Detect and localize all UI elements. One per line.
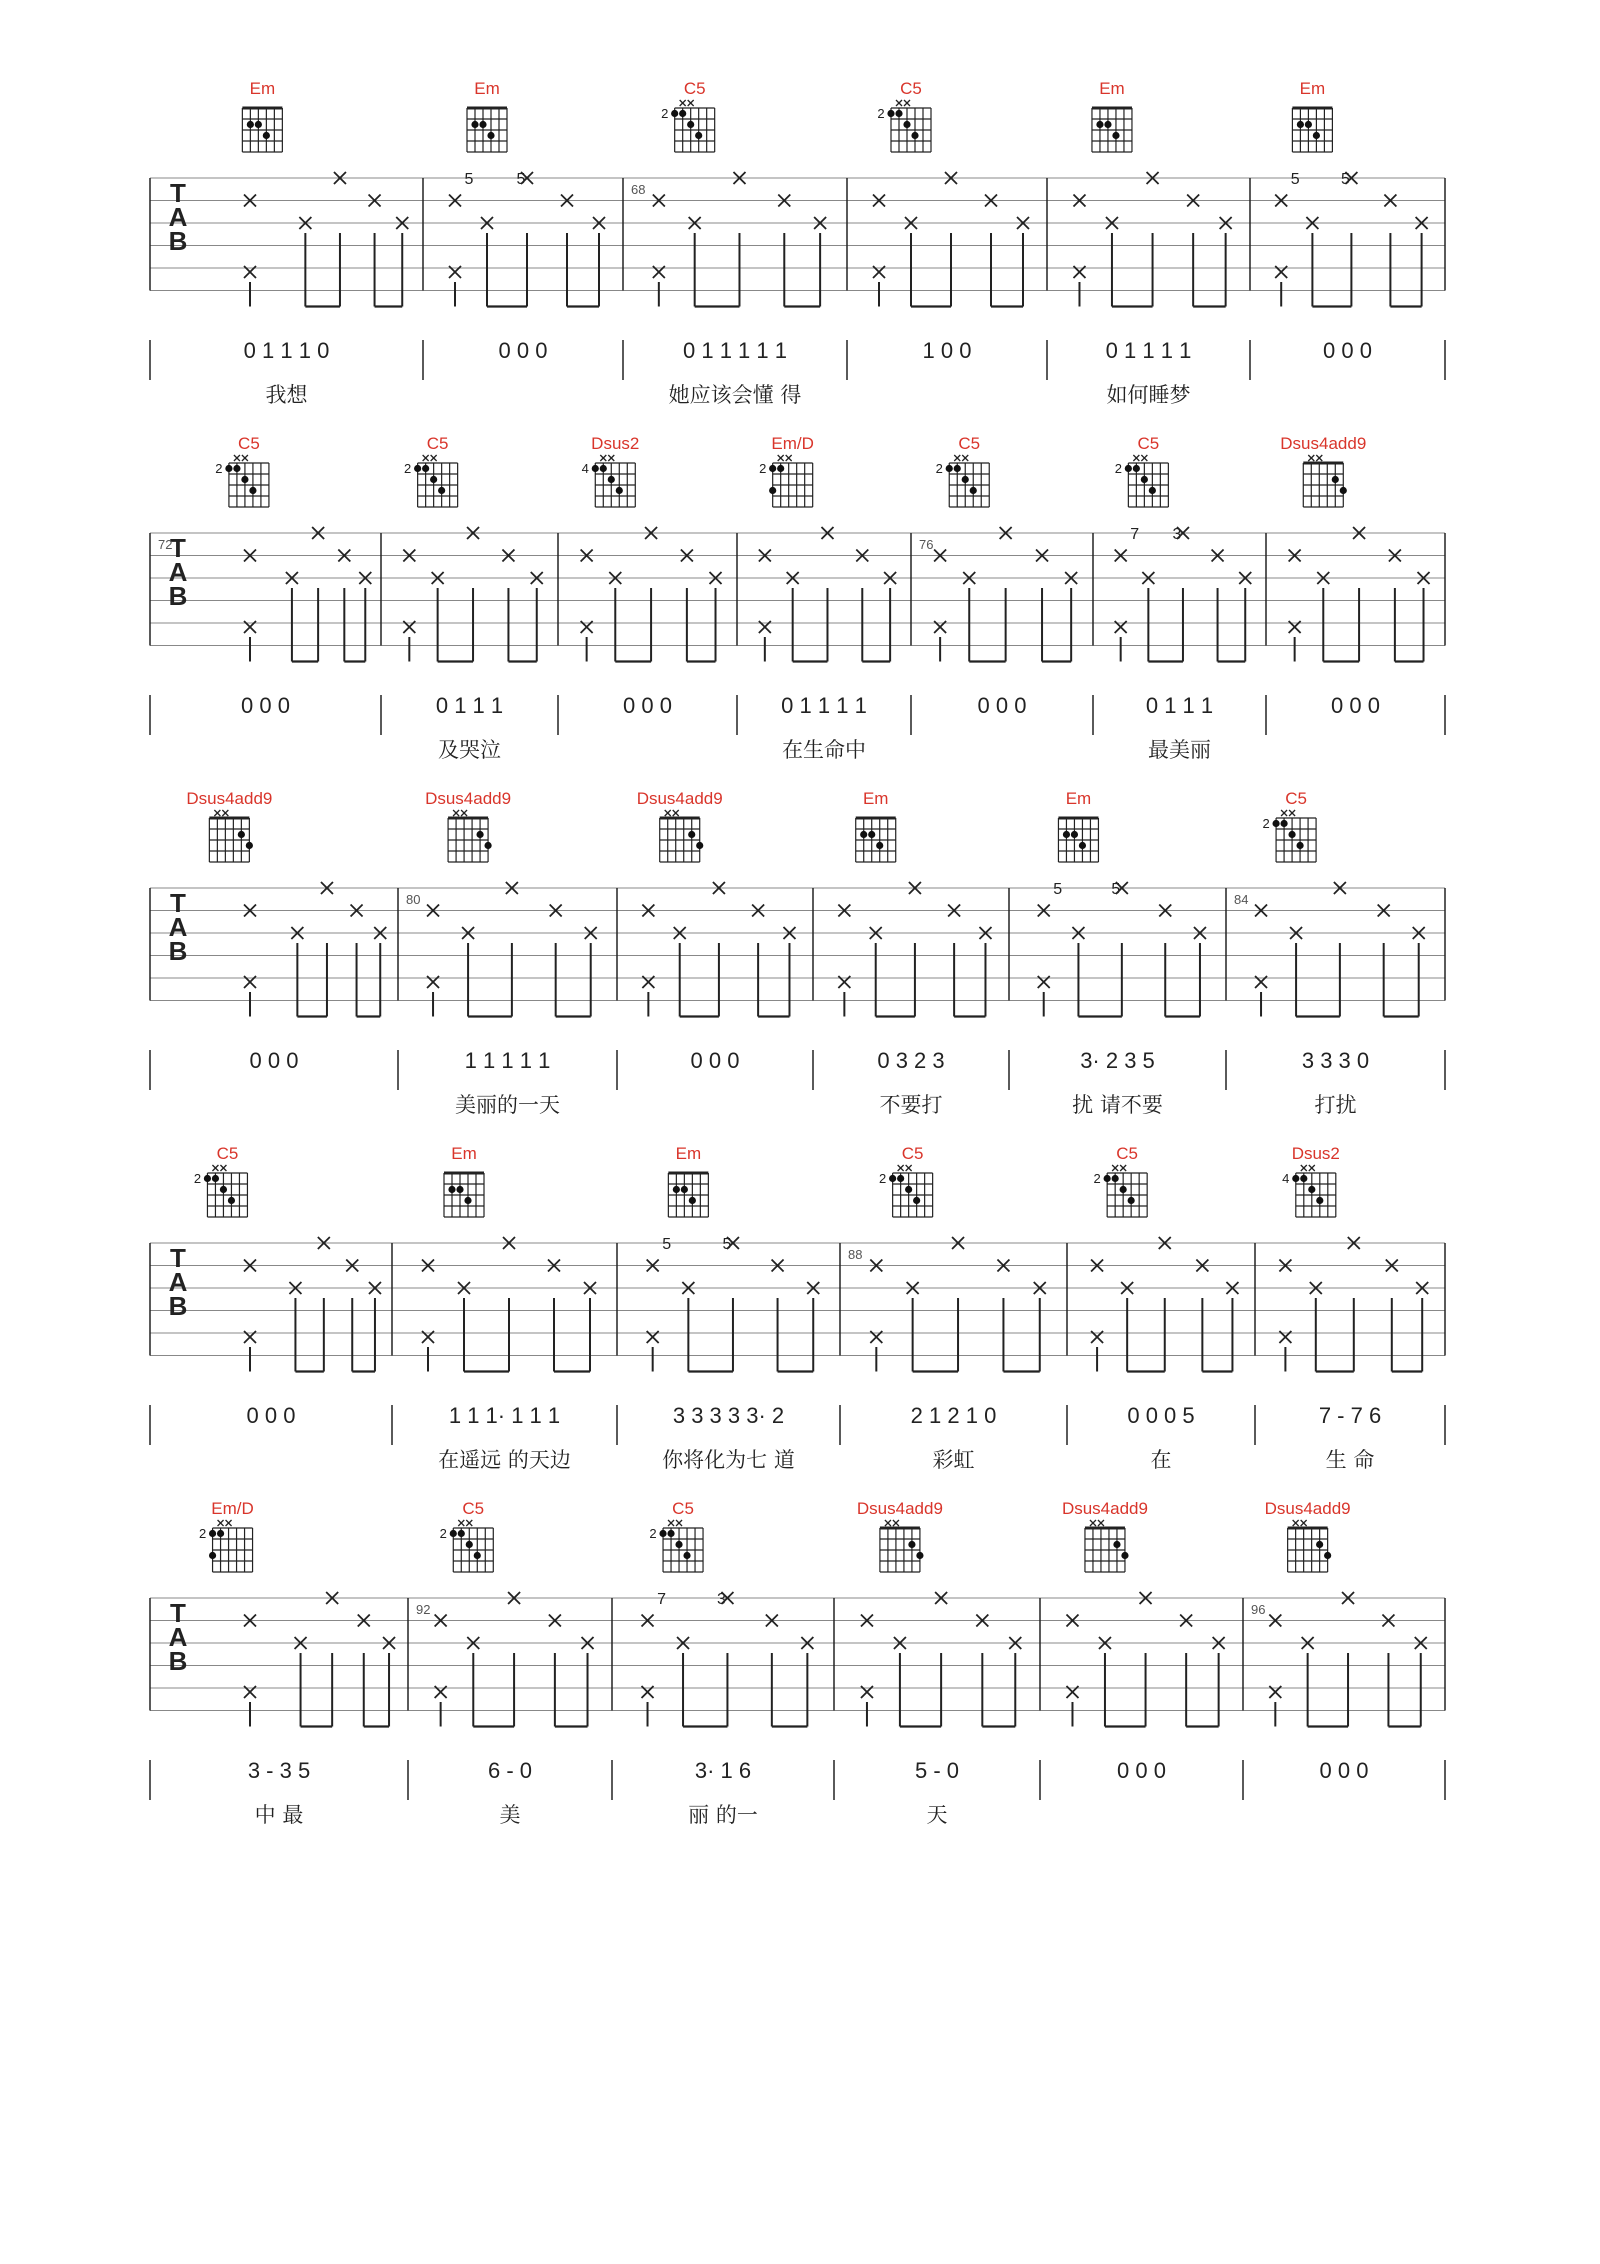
finger-dot — [1340, 487, 1347, 494]
tab-fret-number: 3 — [716, 1591, 726, 1608]
finger-dot — [466, 1541, 473, 1548]
measure — [1234, 789, 1425, 1117]
finger-dot — [689, 1197, 696, 1204]
chord-name: C5 — [672, 1499, 694, 1518]
finger-dot — [1280, 820, 1287, 827]
fret-position-label: 2 — [1093, 1171, 1101, 1186]
chord-diagram — [936, 434, 990, 507]
chord-name: Em — [249, 79, 276, 98]
lyric-text: 在 — [1150, 1448, 1172, 1472]
finger-dot — [913, 1197, 920, 1204]
tab-fret-number: 5 — [662, 1236, 672, 1253]
chord-diagram — [759, 434, 814, 507]
finger-dot — [1316, 1197, 1323, 1204]
finger-dot — [673, 1186, 680, 1193]
measure — [631, 79, 826, 407]
jianpu-notes: 0 0 0 — [246, 1403, 296, 1428]
finger-dot — [769, 465, 776, 472]
finger-dot — [897, 1175, 904, 1182]
jianpu-notes: 0 1 1 1 1 — [781, 693, 867, 718]
measure — [581, 434, 722, 718]
finger-dot — [695, 132, 702, 139]
jianpu-notes: 1 1 1 1 1 — [464, 1048, 551, 1073]
jianpu-notes: 0 0 0 — [1319, 1758, 1369, 1783]
chord-name: C5 — [901, 1144, 924, 1163]
tab-system — [150, 789, 1445, 1117]
jianpu-notes: 1 1 1· 1 1 1 — [448, 1403, 561, 1428]
finger-dot — [487, 132, 494, 139]
finger-dot — [1079, 842, 1086, 849]
tab-fret-number: 5 — [1053, 881, 1063, 898]
finger-dot — [217, 1530, 224, 1537]
tab-system — [150, 79, 1445, 407]
finger-dot — [1128, 1197, 1135, 1204]
measure — [1115, 434, 1252, 762]
finger-dot — [1120, 1186, 1127, 1193]
lyric-text: 扰 请不要 — [1072, 1093, 1163, 1117]
tab-system — [150, 1499, 1445, 1827]
finger-dot — [430, 476, 437, 483]
chord-name: C5 — [683, 79, 706, 98]
finger-dot — [448, 1186, 455, 1193]
chord-diagram — [242, 79, 282, 152]
finger-dot — [895, 110, 902, 117]
jianpu-notes: 1 0 0 — [922, 338, 972, 363]
finger-dot — [1288, 831, 1295, 838]
fret-position-label: 2 — [1114, 461, 1122, 476]
jianpu-notes: 0 1 1 1 — [435, 693, 504, 718]
fret-position-label: 2 — [649, 1526, 657, 1541]
lyric-text: 生 命 — [1325, 1448, 1375, 1472]
finger-dot — [1313, 132, 1320, 139]
jianpu-notes: 0 0 0 — [1331, 693, 1380, 718]
jianpu-notes: 0 1 1 1 1 — [1105, 338, 1192, 363]
jianpu-notes: 0 0 0 — [241, 693, 290, 718]
finger-dot — [616, 487, 623, 494]
chord-diagram — [1292, 79, 1332, 152]
lyric-text: 不要打 — [879, 1093, 943, 1117]
finger-dot — [1149, 487, 1156, 494]
jianpu-notes: 0 0 0 — [623, 693, 672, 718]
finger-dot — [954, 465, 961, 472]
chord-name: Em — [1299, 79, 1326, 98]
measure — [186, 789, 386, 1073]
chord-name: C5 — [1285, 789, 1307, 808]
measure-number: 92 — [416, 1602, 431, 1617]
measure-number: 76 — [919, 537, 934, 552]
measure — [919, 434, 1077, 718]
chord-diagram — [649, 1499, 703, 1572]
chord-name: Em — [474, 79, 500, 98]
chord-diagram — [856, 789, 896, 862]
finger-dot — [249, 487, 256, 494]
finger-dot — [1121, 1552, 1128, 1559]
finger-dot — [1297, 121, 1304, 128]
finger-dot — [868, 831, 875, 838]
measure — [403, 434, 542, 762]
jianpu-notes: 0 0 0 — [977, 693, 1027, 718]
finger-dot — [204, 1175, 211, 1182]
chord-name: Dsus4add9 — [425, 789, 512, 808]
lyric-text: 在遥远 的天边 — [438, 1448, 571, 1472]
measure-number: 84 — [1234, 892, 1249, 907]
finger-dot — [1316, 1541, 1323, 1548]
measure — [1280, 434, 1429, 718]
finger-dot — [1104, 121, 1111, 128]
chord-diagram — [582, 434, 640, 507]
finger-dot — [238, 831, 245, 838]
finger-dot — [209, 1530, 216, 1537]
lyric-text: 如何睡梦 — [1106, 383, 1191, 407]
measure-number: 80 — [406, 892, 421, 907]
chord-diagram — [1058, 789, 1098, 862]
chord-diagram — [467, 79, 507, 152]
chord-diagram — [1280, 434, 1366, 507]
jianpu-notes: 7 - 7 6 — [1318, 1403, 1382, 1428]
finger-dot — [220, 1186, 227, 1193]
tab-clef-letter: T — [170, 888, 186, 918]
measure-number: 96 — [1251, 1602, 1266, 1617]
lyric-text: 最美丽 — [1148, 738, 1211, 762]
finger-dot — [1300, 1175, 1307, 1182]
finger-dot — [908, 1541, 915, 1548]
finger-dot — [471, 121, 478, 128]
finger-dot — [1113, 1541, 1120, 1548]
chord-name: Em — [451, 1144, 477, 1163]
jianpu-notes: 6 - 0 — [487, 1758, 533, 1783]
measure — [1275, 79, 1427, 363]
finger-dot — [484, 842, 491, 849]
chord-name: Em — [1099, 79, 1125, 98]
finger-dot — [876, 842, 883, 849]
chord-name: Em — [862, 789, 889, 808]
fret-position-label: 2 — [877, 106, 885, 121]
lyric-text: 天 — [926, 1803, 948, 1827]
finger-dot — [414, 465, 421, 472]
chord-diagram — [877, 79, 931, 152]
chord-diagram — [1262, 789, 1316, 862]
fret-position-label: 2 — [661, 106, 669, 121]
lyric-text: 美丽的一天 — [455, 1093, 560, 1117]
fret-position-label: 2 — [215, 461, 223, 476]
finger-dot — [1292, 1175, 1299, 1182]
finger-dot — [464, 1197, 471, 1204]
chord-name: Dsus4add9 — [1264, 1499, 1351, 1518]
finger-dot — [659, 1530, 666, 1537]
finger-dot — [474, 1552, 481, 1559]
measure — [1091, 1144, 1238, 1472]
tab-clef-letter: A — [168, 1622, 188, 1652]
lyric-text: 我想 — [265, 383, 308, 407]
finger-dot — [479, 121, 486, 128]
jianpu-notes: 0 0 0 — [1323, 338, 1372, 363]
finger-dot — [1296, 842, 1303, 849]
finger-dot — [246, 842, 253, 849]
jianpu-notes: 2 1 2 1 0 — [910, 1403, 997, 1428]
measure — [194, 1144, 381, 1428]
finger-dot — [422, 465, 429, 472]
measure — [1038, 789, 1206, 1117]
tab-fret-number: 5 — [1111, 881, 1121, 898]
finger-dot — [1133, 465, 1140, 472]
measure — [1073, 79, 1231, 407]
measure — [838, 789, 991, 1117]
chord-name: C5 — [900, 79, 922, 98]
tab-clef-letter: A — [168, 202, 188, 232]
chord-name: Dsus2 — [591, 434, 640, 453]
jianpu-notes: 0 1 1 1 0 — [243, 338, 330, 363]
measure-number: 68 — [631, 182, 646, 197]
finger-dot — [592, 465, 599, 472]
chord-diagram — [404, 434, 458, 507]
jianpu-notes: 3 - 3 5 — [247, 1758, 311, 1783]
finger-dot — [233, 465, 240, 472]
measure-number: 88 — [848, 1247, 863, 1262]
chord-diagram — [444, 1144, 484, 1217]
lyric-text: 及哭泣 — [438, 738, 501, 762]
jianpu-notes: 0 1 1 1 1 1 — [683, 338, 787, 363]
chord-diagram — [1092, 79, 1132, 152]
chord-diagram — [1062, 1499, 1148, 1572]
jianpu-notes: 0 0 0 — [690, 1048, 740, 1073]
finger-dot — [456, 1186, 463, 1193]
chord-name: C5 — [462, 1499, 485, 1518]
fret-position-label: 2 — [759, 461, 767, 476]
finger-dot — [1112, 1175, 1119, 1182]
tab-clef-letter: T — [170, 178, 186, 208]
measure-number: 72 — [158, 537, 173, 552]
chord-diagram — [879, 1144, 933, 1217]
tab-clef-letter: B — [168, 1646, 188, 1676]
jianpu-notes: 0 0 0 — [1117, 1758, 1166, 1783]
lyric-text: 你将化为七 道 — [662, 1448, 795, 1472]
finger-dot — [225, 465, 232, 472]
measure — [422, 1144, 596, 1472]
finger-dot — [911, 132, 918, 139]
finger-dot — [1063, 831, 1070, 838]
chord-name: C5 — [1116, 1144, 1139, 1163]
chord-diagram — [425, 789, 511, 862]
finger-dot — [688, 831, 695, 838]
fret-position-label: 2 — [439, 1526, 447, 1541]
finger-dot — [458, 1530, 465, 1537]
fret-position-label: 4 — [1282, 1171, 1290, 1186]
finger-dot — [212, 1175, 219, 1182]
finger-dot — [476, 831, 483, 838]
finger-dot — [1112, 132, 1119, 139]
measure — [759, 434, 896, 762]
chord-name: C5 — [958, 434, 981, 453]
chord-diagram — [186, 789, 272, 862]
chord-diagram — [215, 434, 269, 507]
finger-dot — [1324, 1552, 1331, 1559]
measure — [1062, 1499, 1225, 1783]
tab-fret-number: 5 — [464, 171, 474, 188]
finger-dot — [608, 476, 615, 483]
finger-dot — [916, 1552, 923, 1559]
measure — [199, 1499, 395, 1827]
chord-name: Dsus4add9 — [186, 789, 273, 808]
jianpu-notes: 0 1 1 1 — [1145, 693, 1214, 718]
fret-position-label: 2 — [935, 461, 943, 476]
chord-diagram — [668, 1144, 708, 1217]
measure — [449, 79, 605, 363]
finger-dot — [681, 1186, 688, 1193]
lyric-text: 她应该会懂 得 — [668, 383, 802, 407]
finger-dot — [1125, 465, 1132, 472]
measure — [637, 789, 796, 1073]
chord-diagram — [637, 789, 723, 862]
finger-dot — [450, 1530, 457, 1537]
jianpu-notes: 0 0 0 — [249, 1048, 299, 1073]
finger-dot — [679, 110, 686, 117]
chord-diagram — [199, 1499, 254, 1572]
chord-name: Em/D — [211, 1499, 254, 1518]
finger-dot — [887, 110, 894, 117]
measure — [647, 1144, 820, 1472]
measure — [242, 79, 408, 407]
tab-fret-number: 5 — [1290, 171, 1300, 188]
tab-fret-number: 3 — [1172, 526, 1182, 543]
jianpu-notes: 3 3 3 0 — [1301, 1048, 1370, 1073]
finger-dot — [683, 1552, 690, 1559]
finger-dot — [671, 110, 678, 117]
finger-dot — [860, 831, 867, 838]
fret-position-label: 2 — [1262, 816, 1270, 831]
chord-diagram — [1282, 1144, 1340, 1217]
chord-diagram — [1094, 1144, 1148, 1217]
chord-name: Em — [675, 1144, 702, 1163]
chord-name: C5 — [1137, 434, 1160, 453]
chord-name: Dsus4add9 — [1061, 1499, 1148, 1518]
chord-name: C5 — [216, 1144, 239, 1163]
finger-dot — [1096, 121, 1103, 128]
tab-system — [150, 434, 1445, 762]
finger-dot — [905, 1186, 912, 1193]
tab-clef-letter: B — [168, 936, 188, 966]
measure — [857, 1499, 1021, 1827]
finger-dot — [1305, 121, 1312, 128]
finger-dot — [675, 1541, 682, 1548]
fret-position-label: 2 — [198, 1526, 207, 1541]
fret-position-label: 2 — [193, 1171, 202, 1186]
finger-dot — [970, 487, 977, 494]
chord-diagram — [1265, 1499, 1351, 1572]
measure — [873, 79, 1029, 363]
tab-fret-number: 5 — [722, 1236, 732, 1253]
lyric-text: 在生命中 — [782, 738, 866, 762]
lyric-text: 丽 的一 — [688, 1803, 758, 1827]
finger-dot — [1141, 476, 1148, 483]
fret-position-label: 2 — [404, 461, 412, 476]
tab-clef-letter: A — [168, 557, 188, 587]
finger-dot — [903, 121, 910, 128]
finger-dot — [1332, 476, 1339, 483]
jianpu-notes: 3· 1 6 — [694, 1758, 752, 1783]
chord-diagram — [440, 1499, 494, 1572]
finger-dot — [962, 476, 969, 483]
finger-dot — [255, 121, 262, 128]
measure — [158, 434, 371, 718]
tab-clef-letter: B — [168, 1291, 188, 1321]
chord-diagram — [661, 79, 715, 152]
lyric-text: 打扰 — [1314, 1093, 1357, 1117]
jianpu-notes: 3 3 3 3 3· 2 — [672, 1403, 785, 1428]
jianpu-notes: 0 3 2 3 — [877, 1048, 945, 1073]
fret-position-label: 4 — [581, 461, 589, 476]
finger-dot — [438, 487, 445, 494]
chord-diagram — [857, 1499, 943, 1572]
chord-name: Dsus4add9 — [636, 789, 723, 808]
tab-clef-letter: T — [170, 1243, 186, 1273]
fret-position-label: 2 — [879, 1171, 887, 1186]
finger-dot — [696, 842, 703, 849]
measure — [416, 1499, 594, 1827]
finger-dot — [209, 1552, 216, 1559]
jianpu-notes: 5 - 0 — [914, 1758, 960, 1783]
tab-clef-letter: B — [168, 581, 188, 611]
finger-dot — [667, 1530, 674, 1537]
finger-dot — [687, 121, 694, 128]
finger-dot — [769, 487, 776, 494]
tab-fret-number: 7 — [657, 1591, 666, 1608]
chord-diagram — [1115, 434, 1169, 507]
tab-clef-letter: A — [168, 912, 188, 942]
tab-clef-letter: T — [170, 1598, 186, 1628]
finger-dot — [1272, 820, 1279, 827]
tab-fret-number: 5 — [1340, 171, 1350, 188]
tab-clef-letter: A — [168, 1267, 188, 1297]
tab-fret-number: 7 — [1130, 526, 1140, 543]
finger-dot — [1308, 1186, 1315, 1193]
chord-name: Em/D — [771, 434, 814, 453]
measure — [642, 1499, 814, 1827]
finger-dot — [263, 132, 270, 139]
chord-diagram — [194, 1144, 248, 1217]
chord-name: Dsus4add9 — [1280, 434, 1367, 453]
tab-clef-letter: B — [168, 226, 188, 256]
measure — [848, 1144, 1046, 1472]
finger-dot — [241, 476, 248, 483]
finger-dot — [247, 121, 254, 128]
chord-name: C5 — [426, 434, 449, 453]
lyric-text: 美 — [499, 1803, 521, 1827]
jianpu-notes: 3· 2 3 5 — [1080, 1048, 1155, 1073]
jianpu-notes: 0 0 0 5 — [1127, 1403, 1195, 1428]
finger-dot — [777, 465, 784, 472]
finger-dot — [600, 465, 607, 472]
finger-dot — [1071, 831, 1078, 838]
lyric-text: 中 最 — [254, 1803, 304, 1827]
tab-clef-letter: T — [170, 533, 186, 563]
finger-dot — [889, 1175, 896, 1182]
jianpu-notes: 0 0 0 — [498, 338, 548, 363]
measure — [1251, 1499, 1427, 1783]
tab-fret-number: 5 — [516, 171, 526, 188]
finger-dot — [228, 1197, 235, 1204]
chord-name: C5 — [238, 434, 260, 453]
chord-name: Dsus2 — [1291, 1144, 1340, 1163]
finger-dot — [946, 465, 953, 472]
measure — [406, 789, 597, 1117]
tab-system — [150, 1144, 1445, 1472]
chord-name: Dsus4add9 — [856, 1499, 943, 1518]
chord-name: Em — [1065, 789, 1092, 808]
finger-dot — [1104, 1175, 1111, 1182]
lyric-text: 彩虹 — [932, 1448, 975, 1472]
measure — [1279, 1144, 1428, 1472]
